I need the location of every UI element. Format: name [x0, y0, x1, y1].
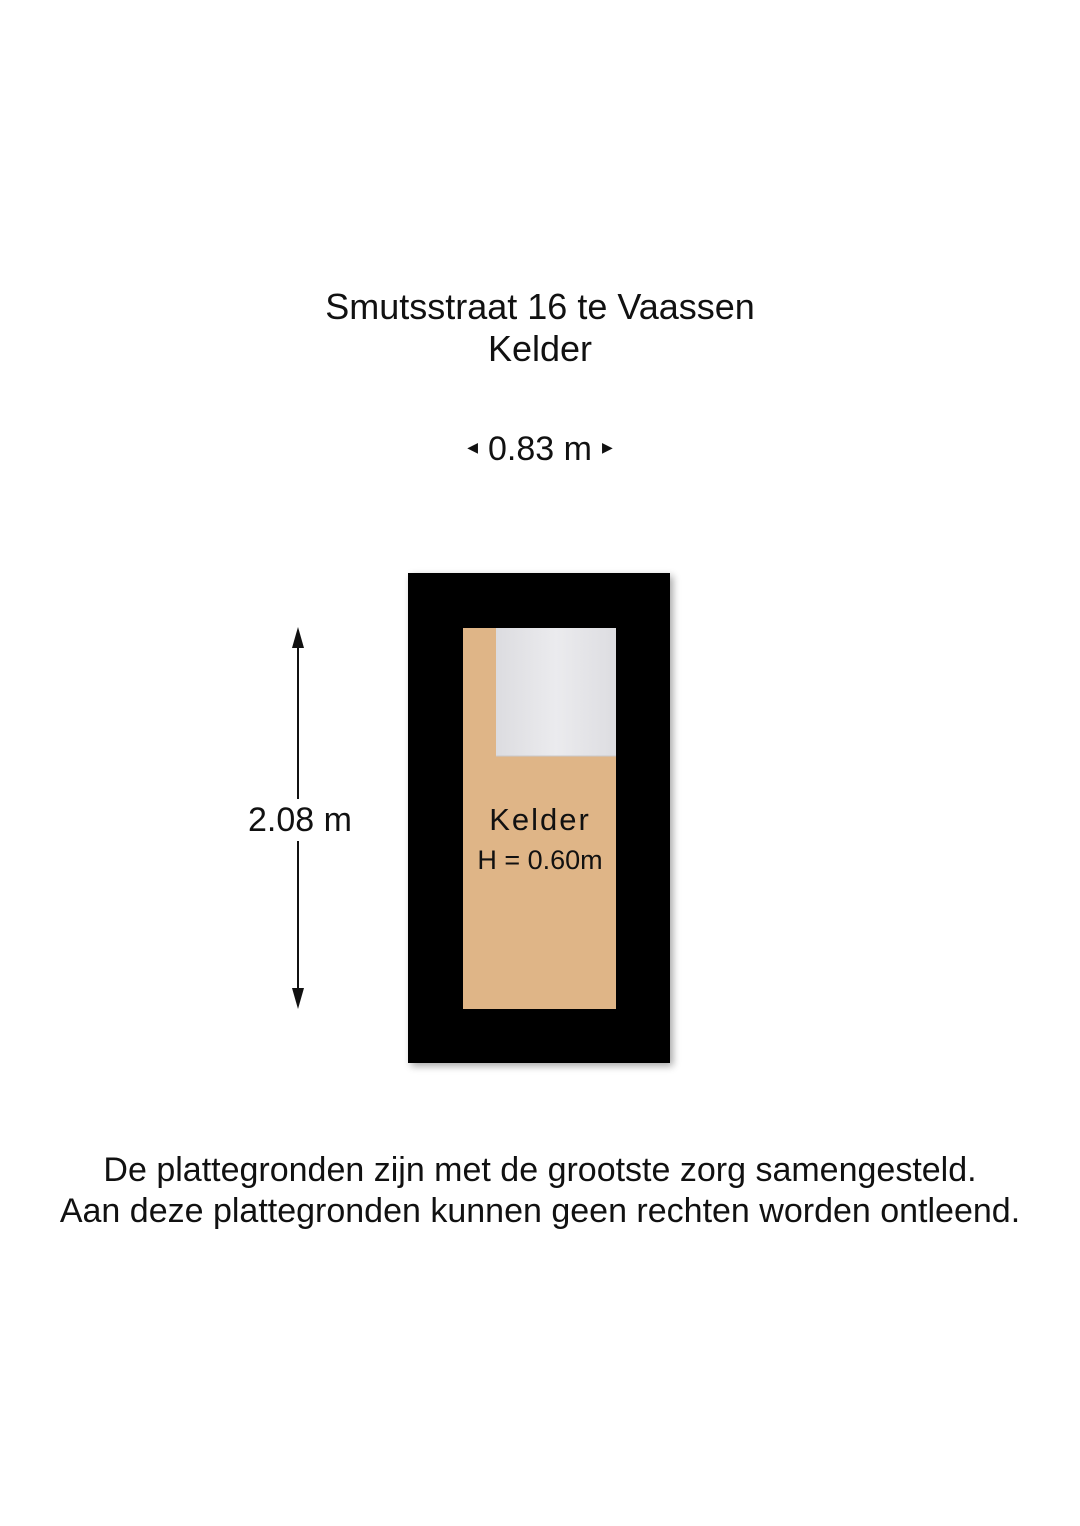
room-height-label: H = 0.60m: [477, 845, 603, 875]
stair-area: [496, 628, 616, 756]
width-dimension-label: 0.83 m: [488, 430, 592, 468]
disclaimer: [0, 1150, 1080, 1232]
arrow-right-icon: ▶: [601, 439, 613, 456]
address-title: Smutsstraat 16 te Vaassen: [325, 286, 755, 327]
height-dimension-label: 2.08 m: [220, 799, 380, 841]
room-name-label: Kelder: [489, 802, 591, 837]
disclaimer-line-1: De plattegronden zijn met de grootste zorg samengesteld.: [103, 1151, 977, 1189]
arrow-left-icon: ◀: [467, 439, 479, 456]
floor-title: Kelder: [487, 328, 593, 369]
disclaimer-line-2: Aan deze plattegronden kunnen geen rechten worden ontleend.: [59, 1192, 1021, 1230]
